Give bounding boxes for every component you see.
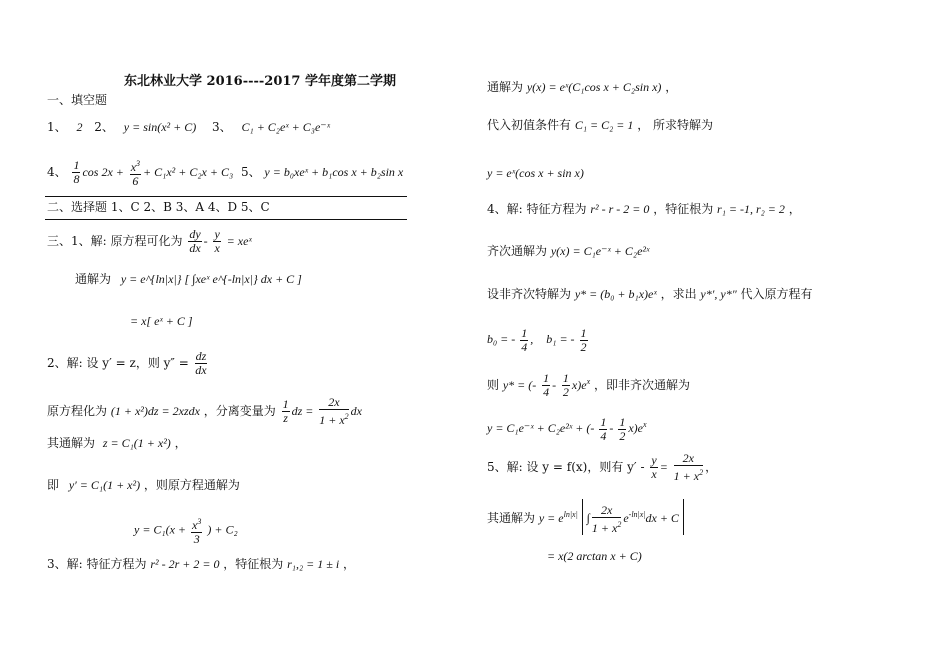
fraction-x3-over-6: $\frac{x^3}{6}$ <box>130 159 141 188</box>
problem5-intro: 5、解: 设 y = f(x)，则有 y′ - $\frac{y}{x}$ = $\frac{2x}{1 + x^2}$ ， <box>487 451 718 483</box>
problem1-intro: 三、1、解: 原方程可化为 $\frac{dy}{dx}$ - $\frac{y}{x}$ = xeˣ <box>47 227 252 255</box>
problem3-general-label: 通解为 <box>487 80 524 94</box>
problem4-roots: r₁ = -1, r₂ = 2 <box>717 202 785 216</box>
problem4-roots-label: ，特征根为 <box>653 202 714 216</box>
problem1-general-eq: y = e^{ln|x|} [ ∫xeˣ e^{-ln|x|} dx + C ] <box>120 272 302 286</box>
fraction-y-over-x: $\frac{y}{x}$ <box>214 227 220 255</box>
problem4-ystar: 则 y* = (- $\frac{1}{4}$ - $\frac{1}{2}$ $x)e^x$ ，即非齐次通解为 <box>487 371 690 399</box>
problem2-general: 其通解为 z = C₁(1 + x²) ， <box>47 436 187 450</box>
problem1-result: = x[ eˣ + C ] <box>130 314 193 328</box>
fill2-label: 2、 <box>94 120 114 134</box>
problem4-particular-tail: 代入原方程有 <box>740 287 813 301</box>
problem4-particular-eq: y* = (b₀ + b₁x)eˣ <box>574 287 657 301</box>
problem5-intro-text: 5、解: 设 y = f(x)，则有 y′ - <box>487 460 645 474</box>
problem3-general-eq: y(x) = eˣ(C₁cos x + C₂sin x) <box>526 80 662 94</box>
fill1-label: 1、 <box>47 120 67 134</box>
problem3-initial <box>487 118 713 132</box>
fill4-answer-end: + C₁x² + C₂x + C₃ <box>143 165 234 179</box>
problem1-eq-tail: = xeˣ <box>226 234 252 248</box>
problem5-result: = x(2 arctan x + C) <box>547 549 642 563</box>
fraction-x3-over-3: $\frac{x^3}{3}$ <box>192 517 202 546</box>
problem4-b1: b₁ = - <box>546 332 575 346</box>
problem4-intro-text: 4、解: 特征方程为 <box>487 202 587 216</box>
fraction-2x-over-1px2: $\frac{2x}{1 + x^2}$ <box>319 395 349 427</box>
problem3-special: y = eˣ(cos x + sin x) <box>487 166 584 180</box>
fill5-answer: y = b₀xeˣ + b₁cos x + b₂sin x <box>264 165 404 179</box>
problem2-intro <box>47 350 209 377</box>
problem1-general-solution <box>75 268 302 290</box>
fraction-dz-dx: $\frac{dz}{dx}$ <box>195 349 207 377</box>
problem2-general-label: 其通解为 <box>47 436 96 450</box>
problem2-final-head: y = C₁(x + <box>134 522 187 537</box>
problem2-separate-label: ，分离变量为 <box>203 404 276 418</box>
problem4-ystar-label: 则 <box>487 378 500 392</box>
problem4-homog-eq: y(x) = C₁e⁻ˣ + C₂e²ˣ <box>550 244 650 258</box>
fraction-one-eighth: $\frac{1}{8}$ <box>73 158 80 186</box>
section-choice-answers: 二、选择题 1、C 2、B 3、A 4、D 5、C <box>47 200 270 214</box>
problem2-then-label: 即 <box>47 478 60 492</box>
problem5-general-label: 其通解为 <box>487 511 536 525</box>
fill3-label: 3、 <box>212 120 232 134</box>
problem4-particular: 设非齐次特解为 y* = (b₀ + b₁x)eˣ ，求出 y*′, y*″ 代入原方程有 <box>487 287 813 301</box>
problem2-transform-eq: (1 + x²)dz = 2xzdx <box>110 404 200 418</box>
problem4-homogeneous <box>487 244 649 258</box>
section-fill-in-heading: 一、填空题 <box>47 93 108 107</box>
fraction-dy-dx: $\frac{dy}{dx}$ <box>189 227 201 255</box>
problem2-then-tail: ，则原方程通解为 <box>143 478 240 492</box>
fill1-answer: 2 <box>76 120 83 134</box>
problem4-final-head: y = C₁e⁻ˣ + C₂e²ˣ + (- <box>487 421 595 435</box>
problem3-roots-label: ，特征根为 <box>223 557 284 571</box>
fill-answers-1-3 <box>47 120 330 134</box>
problem3-init-eq: C₁ = C₂ = 1 <box>574 118 634 132</box>
problem3-general: 通解为 y(x) = eˣ(C₁cos x + C₂sin x) ， <box>487 80 678 94</box>
problem5-bracket-expression: ∫ $\frac{2x}{1 + x^2}$ $e^{-ln|x|}dx + C$ <box>582 499 684 535</box>
divider-top <box>45 196 407 197</box>
problem3-init-label: 代入初值条件有 <box>487 118 572 132</box>
problem1-general-label: 通解为 <box>75 272 112 286</box>
problem3-intro: 3、解: 特征方程为 r² - 2r + 2 = 0 ，特征根为 r₁,₂ = 1 ± i ， <box>47 557 356 571</box>
problem2-final-tail: ) + C₂ <box>207 522 238 537</box>
problem2-intro-text: 2、解: 设 y′ = z，则 y″ = <box>47 356 189 370</box>
problem4-particular-label: 设非齐次特解为 <box>487 287 572 301</box>
problem2-final <box>134 515 238 546</box>
problem4-final: y = C₁e⁻ˣ + C₂e²ˣ + (- $\frac{1}{4}$ - $\frac{1}{2}$ $x)e^x$ <box>487 414 647 443</box>
problem2-transform: 原方程化为 (1 + x²)dz = 2xzdx ，分离变量为 $\frac{1}{z}$ dz = $\frac{2x}{1 + x^2}$ dx <box>47 395 362 427</box>
problem2-general-eq: z = C₁(1 + x²) <box>102 436 171 450</box>
problem3-intro-text: 3、解: 特征方程为 <box>47 557 147 571</box>
problem3-roots: r₁,₂ = 1 ± i <box>287 557 340 571</box>
problem2-transform-label: 原方程化为 <box>47 404 108 418</box>
fill2-answer: y = sin(x² + C) <box>123 120 197 134</box>
problem3-char-eq: r² - 2r + 2 = 0 <box>150 557 220 571</box>
problem4-b0: b₀ = - <box>487 332 516 346</box>
fraction-one-half: $\frac{1}{2}$ <box>580 325 587 354</box>
document-title: 东北林业大学 2016----2017 学年度第二学期 <box>124 74 396 89</box>
problem4-coefficients: b₀ = - $\frac{1}{4}$ , b₁ = - $\frac{1}{2}$ <box>487 325 587 354</box>
problem4-homog-label: 齐次通解为 <box>487 244 548 258</box>
problem4-char-eq: r² - r - 2 = 0 <box>590 202 650 216</box>
fraction-one-quarter: $\frac{1}{4}$ <box>521 325 528 354</box>
problem4-intro: 4、解: 特征方程为 r² - r - 2 = 0 ，特征根为 r₁ = -1, r₂ = 2 ， <box>487 202 801 216</box>
problem2-then-eq: y′ = C₁(1 + x²) <box>68 478 141 492</box>
problem1-intro-text: 三、1、解: 原方程可化为 <box>47 234 183 248</box>
fill4-label: 4、 <box>47 165 67 179</box>
fill4-answer-part: cos 2x + <box>82 165 124 179</box>
problem3-init-tail: ， 所求特解为 <box>637 118 714 132</box>
fill-answers-4-5 <box>47 157 403 188</box>
fill3-answer: C₁ + C₂eˣ + C₃e⁻ˣ <box>241 120 330 134</box>
problem2-then <box>47 478 240 492</box>
problem5-general: 其通解为 $y = e^{ln|x|}$ ∫ $\frac{2x}{1 + x^2}$ $e^{-ln|x|}dx + C$ <box>487 499 684 535</box>
fraction-one-over-z: $\frac{1}{z}$ <box>282 397 289 425</box>
divider-bottom <box>45 219 407 220</box>
problem4-ystar-tail: ，即非齐次通解为 <box>593 378 690 392</box>
fill5-label: 5、 <box>240 165 261 179</box>
